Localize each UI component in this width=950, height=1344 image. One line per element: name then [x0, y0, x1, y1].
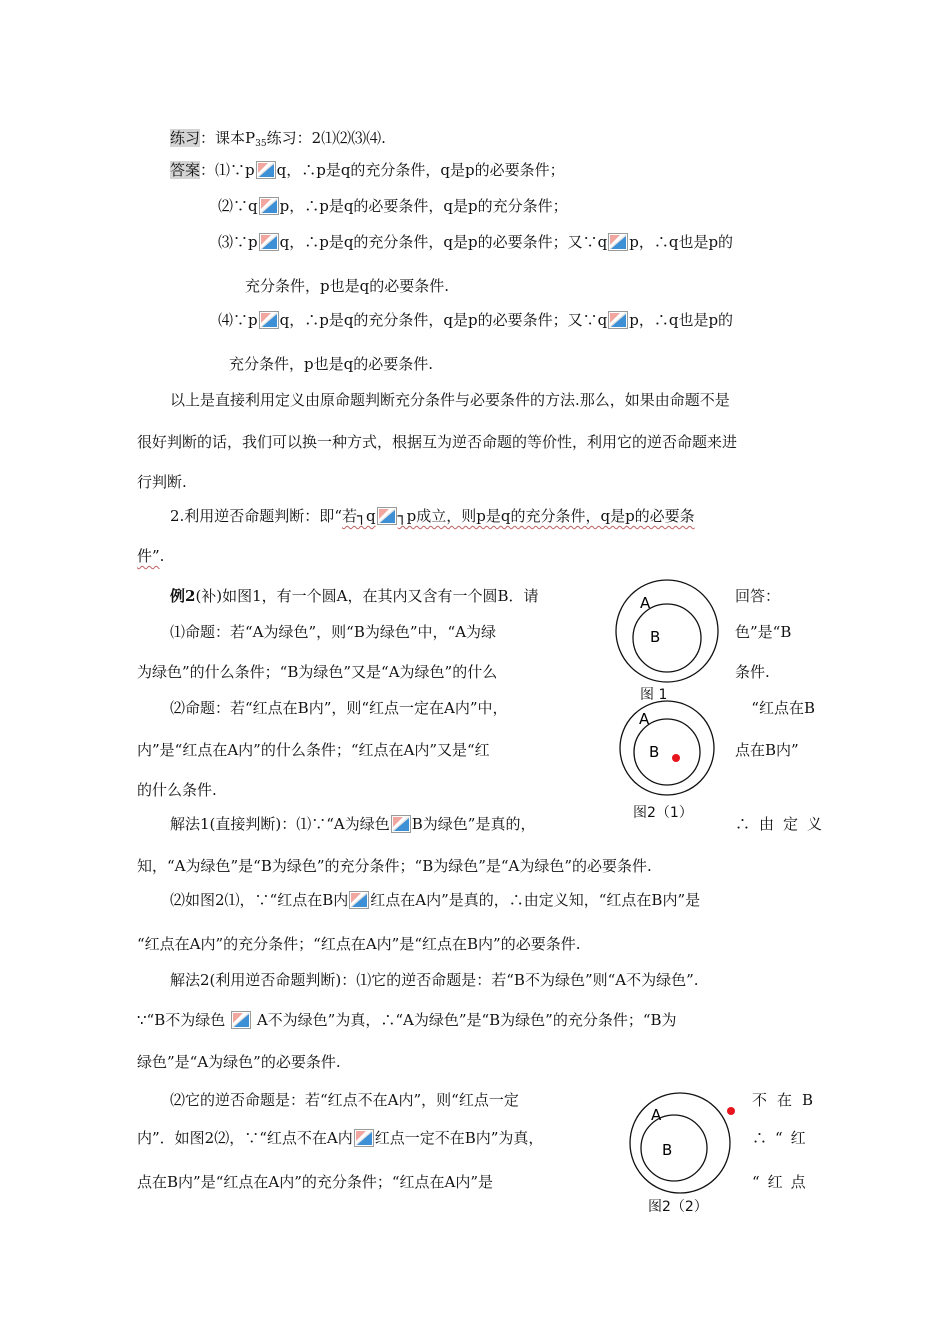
solution2-line-right: ∴“红 [752, 1129, 814, 1147]
implies-arrow-icon [349, 891, 369, 909]
answer-line-3-cont: 充分条件，p也是q的必要条件. [245, 277, 449, 295]
answer-line-4-cont: 充分条件，p也是q的必要条件. [229, 355, 433, 373]
implies-arrow-icon [256, 161, 276, 179]
example-line-right: 点在B内” [735, 741, 799, 759]
answer-line-2: ⑵∵q p，∴p是q的必要条件，q是p的充分条件； [218, 197, 568, 215]
paragraph-line: 以上是直接利用定义由原命题判断充分条件与必要条件的方法.那么，如果由命题不是 [170, 391, 730, 409]
answer-line-1: 答案：⑴∵p q，∴p是q的充分条件，q是p的必要条件； [170, 161, 565, 179]
example-line-right: 色”是“B [735, 623, 792, 641]
implies-arrow-icon [391, 815, 411, 833]
example-label: 例2 [170, 587, 196, 605]
figure-1-circles [612, 576, 722, 686]
circle-b-label: B [650, 628, 661, 646]
implies-arrow-icon [608, 311, 628, 329]
exercise-label: 练习 [170, 129, 201, 147]
solution2-line: 解法2(利用逆否命题判断)：⑴它的逆否命题是：若“B不为绿色”则“A不为绿色”. [170, 971, 699, 989]
circle-a-label: A [639, 710, 650, 728]
figure-2-2-caption: 图2（2） [648, 1199, 708, 1215]
figure-2-1-caption: 图2（1） [633, 805, 693, 821]
circle-b-label: B [662, 1141, 673, 1159]
figure-1-caption: 图 1 [640, 687, 668, 703]
exercise-line: 练习：课本$P_{35}$练习：2⑴⑵⑶⑷. [170, 129, 386, 149]
implies-arrow-icon [377, 507, 397, 525]
answer-line-3: ⑶∵p q，∴p是q的充分条件，q是p的必要条件；又∵q p，∴q也是p的 [218, 233, 734, 251]
circle-a-label: A [651, 1106, 662, 1124]
method2-line: 2.利用逆否命题判断：即“若┐q ┐p成立，则p是q的充分条件，q是p的必要条 [170, 507, 695, 525]
example-line: ⑵命题：若“红点在B内”，则“红点一定在A内”中， [170, 699, 508, 717]
red-dot [672, 754, 680, 762]
implies-arrow-icon [354, 1129, 374, 1147]
example-line-right: “红点在B [751, 699, 815, 717]
implies-arrow-icon [259, 233, 279, 251]
implies-arrow-icon [608, 233, 628, 251]
red-dot [727, 1107, 735, 1115]
example-line-right: 条件. [735, 663, 770, 681]
example-line: ⑴命题：若“A为绿色”，则“B为绿色”中，“A为绿 [170, 623, 497, 641]
solution2-line: 点在B内”是“红点在A内”的充分条件；“红点在A内”是 [137, 1173, 494, 1191]
answer-line-4: ⑷∵p q，∴p是q的充分条件，q是p的必要条件；又∵q p，∴q也是p的 [218, 311, 734, 329]
solution1-line: 解法1(直接判断)：⑴∵“A为绿色 B为绿色”是真的， [170, 815, 536, 833]
circle-a-label: A [640, 594, 651, 612]
figure-2-1-circles [612, 700, 722, 800]
solution2-line-right: “红点 [752, 1173, 814, 1191]
example-line: 为绿色”的什么条件；“B为绿色”又是“A为绿色”的什么 [137, 663, 498, 681]
solution1-line: “红点在A内”的充分条件；“红点在A内”是“红点在B内”的必要条件. [137, 935, 581, 953]
solution2-line: ⑵它的逆否命题是：若“红点不在A内”，则“红点一定 [170, 1091, 519, 1109]
implies-arrow-icon [259, 311, 279, 329]
solution1-line: ⑵如图2⑴，∵“红点在B内 红点在A内”是真的，∴由定义知，“红点在B内”是 [170, 891, 701, 909]
method2-line-cont: 件”. [137, 547, 165, 565]
answer-label: 答案 [170, 161, 201, 179]
example-line: 的什么条件. [137, 781, 217, 799]
circle-b-label: B [649, 743, 660, 761]
solution2-line: ∵“B不为绿色 A不为绿色”为真，∴“A为绿色”是“B为绿色”的充分条件；“B为 [137, 1011, 677, 1029]
implies-arrow-icon [259, 197, 279, 215]
example-line-right: 回答： [735, 587, 781, 605]
solution2-line: 绿色”是“A为绿色”的必要条件. [137, 1053, 341, 1071]
solution2-line: 内”．如图2⑵，∵“红点不在A内 红点一定不在B内”为真， [137, 1129, 544, 1147]
paragraph-line: 很好判断的话，我们可以换一种方式，根据互为逆否命题的等价性，利用它的逆否命题来进 [137, 433, 738, 451]
example-line: 内”是“红点在A内”的什么条件；“红点在A内”又是“红 [137, 741, 490, 759]
solution1-line-right: ∴由定义 [735, 815, 832, 833]
implies-arrow-icon [231, 1011, 251, 1029]
figure-2-2-circles [625, 1088, 745, 1198]
solution1-line: 知，“A为绿色”是“B为绿色”的充分条件；“B为绿色”是“A为绿色”的必要条件. [137, 857, 652, 875]
paragraph-line: 行判断. [137, 473, 187, 491]
solution2-line-right: 不在B [752, 1091, 824, 1109]
example-line: 例2(补)如图1，有一个圆A，在其内又含有一个圆B．请 [170, 587, 539, 605]
